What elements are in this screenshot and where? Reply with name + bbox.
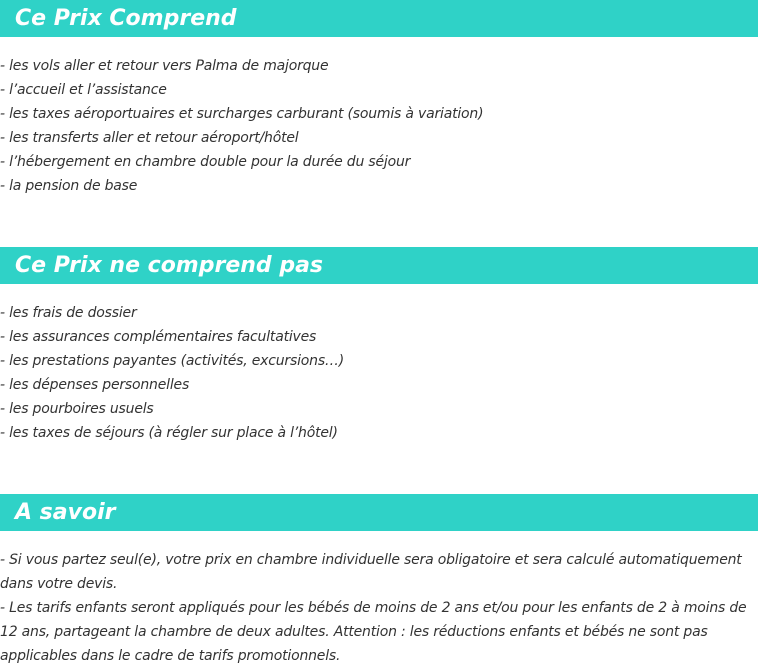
not-included-item: - les pourboires usuels	[0, 401, 154, 417]
included-item: - l’hébergement en chambre double pour la durée du séjour	[0, 154, 411, 170]
included-list	[0, 37, 758, 198]
to-know-paragraph: - Les tarifs enfants seront appliqués pour les bébés de moins de 2 ans et/ou pour les enfants de 2 à moins de 12 ans, partageant la chambre de deux adultes. Attention : les réductions enfants et bébés ne sont pas applicables dans le cadre de tarifs promotionnels.	[0, 600, 747, 664]
to-know-body	[0, 531, 758, 668]
included-item: - les transferts aller et retour aéroport/hôtel	[0, 130, 299, 146]
included-heading: Ce Prix Comprend	[0, 0, 758, 37]
included-item: - les vols aller et retour vers Palma de majorque	[0, 58, 329, 74]
included-item: - la pension de base	[0, 178, 138, 194]
not-included-list	[0, 284, 758, 445]
included-item: - les taxes aéroportuaires et surcharges carburant (soumis à variation)	[0, 106, 484, 122]
not-included-item: - les dépenses personnelles	[0, 377, 190, 393]
to-know-heading: A savoir	[0, 494, 758, 531]
not-included-item: - les assurances complémentaires facultatives	[0, 329, 317, 345]
not-included-item: - les prestations payantes (activités, excursions…)	[0, 353, 344, 369]
not-included-section	[0, 247, 758, 445]
not-included-item: - les taxes de séjours (à régler sur place à l’hôtel)	[0, 425, 338, 441]
included-item: - l’accueil et l’assistance	[0, 82, 167, 98]
not-included-heading: Ce Prix ne comprend pas	[0, 247, 758, 284]
not-included-item: - les frais de dossier	[0, 305, 137, 321]
to-know-section	[0, 494, 758, 668]
included-section	[0, 0, 758, 198]
to-know-paragraph: - Si vous partez seul(e), votre prix en chambre individuelle sera obligatoire et sera calculé automatiquement dans votre devis.	[0, 552, 742, 592]
